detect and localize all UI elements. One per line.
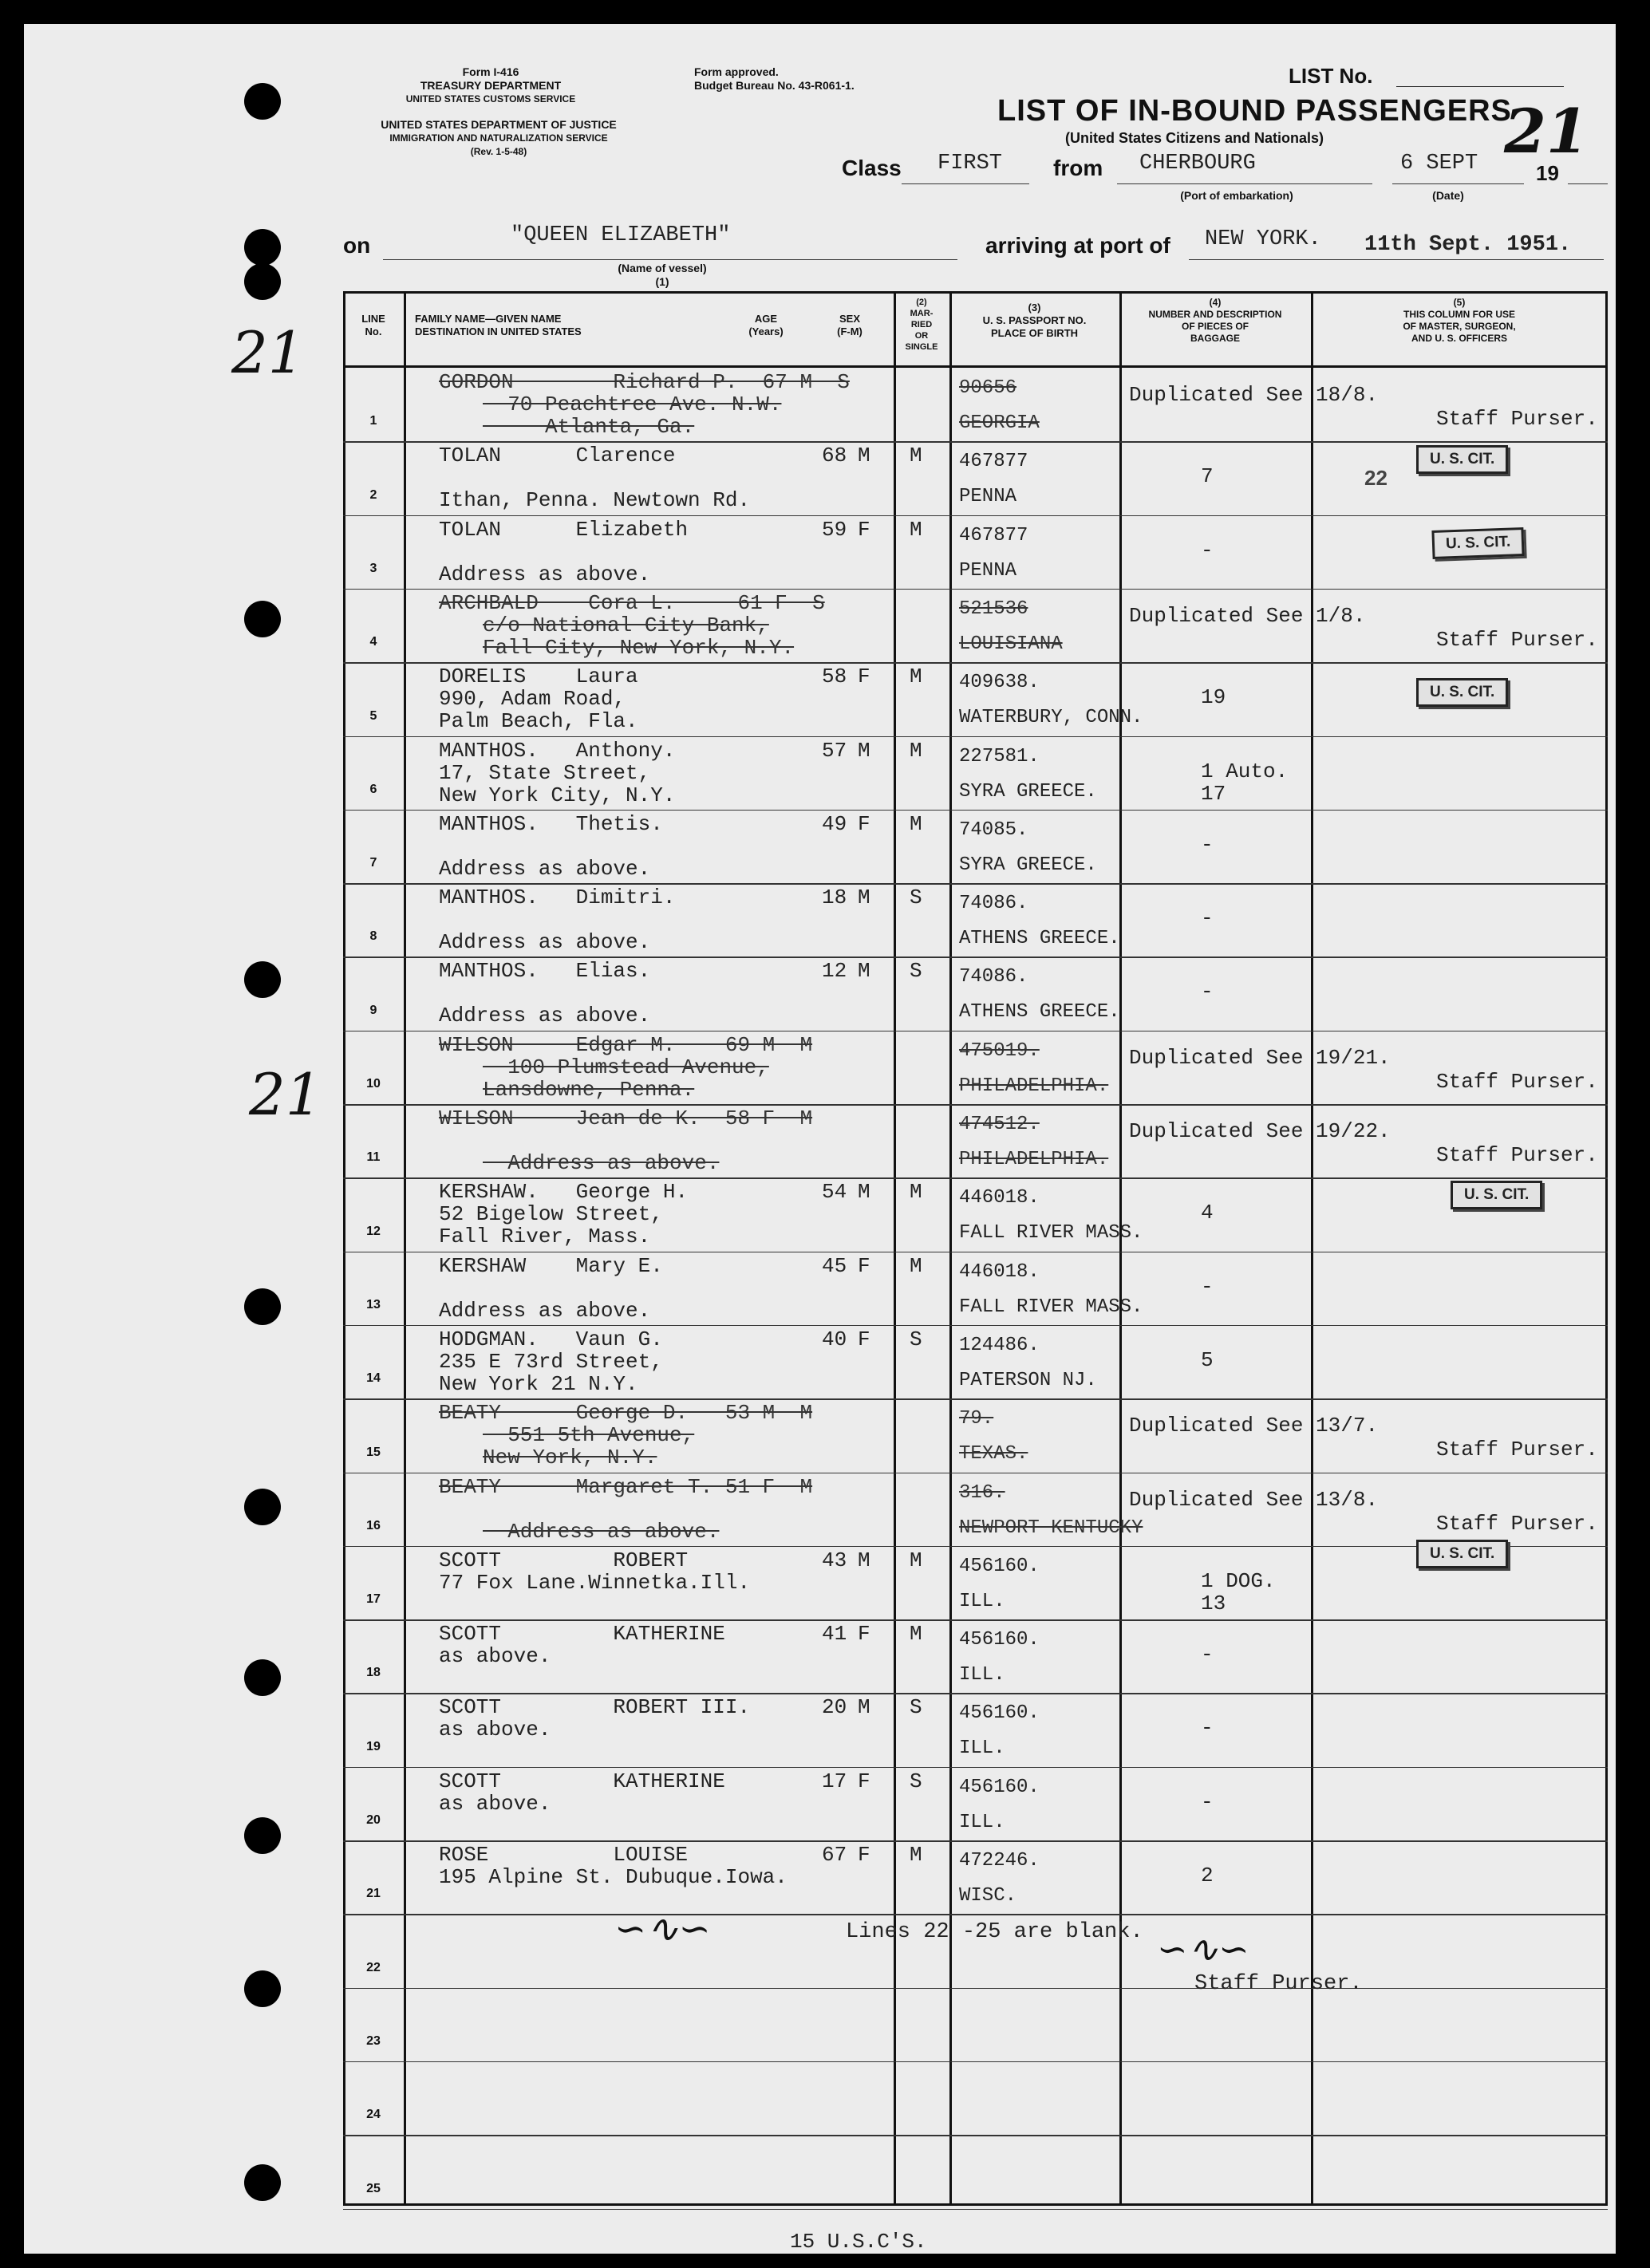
row-rule [343,1252,1608,1253]
passenger-destination: Address as above. [439,1298,651,1323]
passport-and-birthplace: 456160. ILL. [959,1776,1040,1833]
baggage: 1 Auto. 17 [1201,759,1289,806]
passenger-marital: M [910,1180,922,1205]
binder-hole [244,1970,281,2007]
on-label: on [343,233,371,258]
arrival-date: 11th Sept. 1951. [1364,233,1572,257]
passenger-destination: 100 Plumstead Avenue, Lansdowne, Penna. [483,1055,769,1102]
row-rule [343,662,1608,664]
line-number: 9 [369,1003,377,1017]
baggage: - [1201,538,1214,562]
line-number: 7 [369,856,377,870]
from-label: from [1053,156,1103,180]
margin-mark: 21 [249,1061,322,1128]
binder-hole [244,83,281,120]
passenger-marital: M [910,1622,922,1647]
passenger-marital: M [910,1548,922,1572]
passenger-sex: F [858,1769,870,1793]
passport-and-birthplace: 475019. PHILADELPHIA. [959,1039,1109,1097]
row-rule [343,957,1608,958]
row-rule [343,1177,1608,1179]
passenger-destination: as above. [439,1718,551,1742]
treasury-label: TREASURY DEPARTMENT [420,79,562,92]
baggage: 5 [1201,1347,1214,1372]
line-number: 1 [369,414,377,428]
date-line [1392,183,1524,184]
list-no-value: 21 [1504,96,1589,167]
row-rule [343,883,1608,885]
row-rule [343,736,1608,738]
passport-and-birthplace: 446018. FALL RIVER MASS. [959,1260,1143,1318]
baggage: Duplicated See 13/7. [1129,1414,1379,1438]
passenger-sex: M [858,1180,870,1205]
passenger-marital: M [910,517,922,542]
passenger-name: BEATY Margaret T. 51 F M [439,1474,813,1499]
line-number: 4 [369,635,377,649]
passenger-name: MANTHOS. Dimitri. [439,886,676,910]
passenger-name: HODGMAN. Vaun G. [439,1327,663,1351]
passenger-age: 12 [822,959,847,984]
passport-and-birthplace: 316. NEWPORT KENTUCKY [959,1481,1143,1539]
budget-label: Budget Bureau No. 43-R061-1. [694,79,855,92]
baggage: - [1201,832,1214,857]
passport-and-birthplace: 456160. ILL. [959,1629,1040,1686]
officer-note: Staff Purser. [1436,1511,1598,1536]
passenger-destination: c/o National City Bank, Fall City, New York, N.Y. [483,613,795,660]
baggage: - [1201,1643,1214,1667]
passenger-destination: as above. [439,1791,551,1816]
baggage: 2 [1201,1864,1214,1887]
passport-and-birthplace: 74085. SYRA GREECE. [959,818,1097,876]
passenger-age: 41 [822,1622,847,1647]
passenger-sex: M [858,1695,870,1720]
binder-hole [244,1288,281,1325]
passenger-destination: Address as above. [439,930,651,955]
passenger-destination: Address as above. [507,1151,720,1175]
row-rule [343,1988,1608,1990]
line-number: 18 [366,1666,381,1680]
row-rule [343,515,1608,517]
col-rule [894,291,896,2206]
passenger-age: 45 [822,1253,847,1278]
passport-and-birthplace: 74086. ATHENS GREECE. [959,966,1120,1024]
passport-and-birthplace: 90656 GEORGIA [959,377,1040,434]
row-rule [343,1473,1608,1474]
line-number: 10 [366,1077,381,1091]
passenger-name: MANTHOS. Anthony. [439,738,676,763]
passenger-age: 18 [822,886,847,910]
passenger-sex: M [858,886,870,910]
line-number: 12 [366,1224,381,1238]
baggage: - [1201,980,1214,1004]
class-value: FIRST [938,152,1003,176]
passport-and-birthplace: 409638. WATERBURY, CONN. [959,672,1143,729]
approved-label: Form approved. [694,65,779,78]
passenger-marital: S [910,886,922,910]
binder-hole [244,1817,281,1854]
passport-and-birthplace: 227581. SYRA GREECE. [959,745,1097,803]
passenger-age: 20 [822,1695,847,1720]
row-rule [343,1619,1608,1621]
form-number: Form I-416 [462,65,519,78]
passenger-destination: 195 Alpine St. Dubuque.Iowa. [439,1865,788,1889]
line-number: 16 [366,1518,381,1532]
passenger-name: KERSHAW Mary E. [439,1253,663,1278]
passenger-sex: F [858,1327,870,1351]
col-name: FAMILY NAME—GIVEN NAME DESTINATION IN UNITED STATES [415,313,582,337]
revision-label: (Rev. 1-5-48) [470,146,527,157]
passenger-marital: M [910,665,922,689]
margin-mark: 21 [231,319,305,386]
vessel-line [383,259,957,260]
passenger-name: ROSE LOUISE [439,1843,689,1867]
passenger-destination: as above. [439,1644,551,1669]
line-number: 17 [366,1592,381,1607]
passenger-age: 40 [822,1327,847,1351]
page-title: LIST OF IN-BOUND PASSENGERS [997,94,1512,128]
passenger-destination: Address as above. [507,1519,720,1544]
passenger-name: MANTHOS. Elias. [439,959,651,984]
officer-signature: ∽∿∽ [614,1907,711,1951]
passenger-name: BEATY George D. 53 M M [439,1401,813,1426]
from-line [1117,183,1372,184]
passenger-age: 57 [822,738,847,763]
year-line [1568,183,1608,184]
passenger-destination: 235 E 73rd Street, New York 21 N.Y. [439,1349,663,1396]
us-cit-stamp: U. S. CIT. [1416,445,1508,474]
passport-and-birthplace: 124486. PATERSON NJ. [959,1334,1097,1391]
passenger-age: 68 [822,444,847,468]
passenger-sex: M [858,1548,870,1572]
passenger-sex: F [858,1843,870,1867]
passenger-age: 17 [822,1769,847,1793]
passenger-name: SCOTT KATHERINE [439,1622,725,1647]
passport-and-birthplace: 521536 LOUISIANA [959,598,1063,655]
line-number: 21 [366,1887,381,1901]
passenger-marital: M [910,1253,922,1278]
baggage: Duplicated See 18/8. [1129,383,1379,407]
row-rule [343,810,1608,811]
col-passport: (3) U. S. PASSPORT NO. PLACE OF BIRTH [982,302,1087,339]
arriving-label: arriving at port of [985,233,1170,258]
passenger-destination: 77 Fox Lane.Winnetka.Ill. [439,1570,751,1595]
class-label: Class [842,156,902,180]
baggage: - [1201,1274,1214,1299]
baggage: 4 [1201,1201,1214,1225]
passenger-sex: M [858,738,870,763]
officer-note: 22 [1364,466,1388,491]
baggage: Duplicated See 1/8. [1129,603,1366,628]
row-rule [343,1031,1608,1032]
baggage: 1 DOG. 13 [1201,1568,1276,1615]
row-rule [343,2135,1608,2136]
baggage: 7 [1201,464,1214,489]
footer-total: 15 U.S.C'S. [790,2230,927,2254]
binder-hole [244,2164,281,2201]
row-rule [343,1767,1608,1769]
passenger-sex: F [858,517,870,542]
baggage: Duplicated See 19/21. [1129,1045,1391,1070]
from-value: CHERBOURG [1139,152,1256,176]
passenger-name: KERSHAW. George H. [439,1180,689,1205]
line-number: 5 [369,708,377,723]
passenger-marital: M [910,444,922,468]
line-number: 13 [366,1297,381,1311]
binder-hole [244,229,281,266]
passenger-age: 59 [822,517,847,542]
passenger-marital: S [910,1327,922,1351]
us-cit-stamp: U. S. CIT. [1431,527,1524,559]
passenger-destination: Address as above. [439,856,651,881]
line-number: 22 [366,1960,381,1974]
passenger-name: MANTHOS. Thetis. [439,811,663,836]
row-rule [343,1104,1608,1106]
vessel-col-ref: (1) [655,275,669,288]
baggage: Duplicated See 19/22. [1129,1119,1391,1143]
col-rule [1311,291,1313,2206]
vessel-value: "QUEEN ELIZABETH" [511,223,731,247]
officer-note: Staff Purser. [1436,407,1598,431]
line-number: 2 [369,487,377,502]
passenger-sex: F [858,665,870,689]
line-number: 25 [366,2181,381,2195]
officer-note: Staff Purser. [1436,1069,1598,1094]
passenger-sex: F [858,1253,870,1278]
passenger-sex: M [858,444,870,468]
row-rule [343,1693,1608,1694]
line-number: 3 [369,561,377,575]
binder-hole [244,1489,281,1525]
vessel-caption: (Name of vessel) [618,262,707,274]
passport-and-birthplace: 467877 PENNA [959,524,1028,582]
passenger-name: DORELIS Laura [439,665,638,689]
passenger-name: SCOTT KATHERINE [439,1769,725,1793]
passenger-marital: M [910,738,922,763]
passenger-destination: 551 5th Avenue, New York, N.Y. [483,1423,695,1470]
passport-and-birthplace: 79. TEXAS. [959,1408,1028,1465]
passenger-age: 43 [822,1548,847,1572]
officer-note: Staff Purser. [1436,1143,1598,1167]
col-officers: (5) THIS COLUMN FOR USE OF MASTER, SURGEON, AND U. S. OFFICERS [1403,297,1516,344]
passenger-destination: Ithan, Penna. Newtown Rd. [439,488,751,513]
row-rule [343,1325,1608,1327]
passenger-destination: Address as above. [439,1004,651,1028]
officer-note: Staff Purser. [1436,627,1598,652]
line-number: 23 [366,2033,381,2048]
class-line [902,183,1029,184]
row-rule [343,2061,1608,2063]
line-number: 6 [369,782,377,796]
baggage: 19 [1201,685,1226,710]
us-cit-stamp: U. S. CIT. [1416,678,1508,707]
passport-and-birthplace: 74086. ATHENS GREECE. [959,893,1120,950]
line-number: 20 [366,1813,381,1827]
passenger-name: WILSON Jean de K. 58 F M [439,1106,813,1130]
binder-hole [244,1659,281,1696]
passenger-name: ARCHBALD Cora L. 61 F S [439,590,825,615]
staff-purser-signature: Staff Purser. [1194,1972,1363,1996]
line-number: 15 [366,1445,381,1459]
passenger-sex: M [858,959,870,984]
manifest-page [24,24,1616,2254]
passport-and-birthplace: 456160. ILL. [959,1555,1040,1612]
passenger-name: GORDON Richard P. 67 M S [439,370,850,394]
passenger-sex: F [858,1622,870,1647]
passenger-marital: S [910,1769,922,1793]
justice-label: UNITED STATES DEPARTMENT OF JUSTICE [381,118,617,131]
list-no-label: LIST No. [1289,64,1373,88]
binder-hole [244,263,281,300]
binder-hole [244,601,281,637]
passenger-name: WILSON Edgar M. 69 M M [439,1032,813,1057]
us-cit-stamp: U. S. CIT. [1416,1540,1508,1568]
passenger-name: SCOTT ROBERT [439,1548,689,1572]
line-number: 14 [366,1371,381,1386]
passport-and-birthplace: 446018. FALL RIVER MASS. [959,1187,1143,1244]
list-no-line [1396,86,1564,87]
passenger-marital: S [910,959,922,984]
row-rule [343,1398,1608,1400]
arriving-line [1189,259,1604,260]
us-cit-stamp: U. S. CIT. [1451,1181,1542,1209]
arriving-port: NEW YORK. [1205,227,1321,251]
date-value: 6 SEPT [1400,152,1478,176]
ins-label: IMMIGRATION AND NATURALIZATION SERVICE [389,132,608,144]
baggage: Duplicated See 13/8. [1129,1487,1379,1512]
passenger-age: 67 [822,1843,847,1867]
passport-and-birthplace: 474512. PHILADELPHIA. [959,1114,1109,1170]
passenger-marital: M [910,811,922,836]
col-rule [404,291,406,2206]
passenger-name: SCOTT ROBERT III. [439,1695,751,1720]
officer-note: Staff Purser. [1436,1438,1598,1462]
port-caption: (Port of embarkation) [1180,189,1293,202]
col-line-no: LINE No. [361,313,385,337]
row-rule [343,589,1608,590]
row-rule [343,1914,1608,1915]
binder-hole [244,961,281,998]
purser-signature-scrawl: ∽∿∽ [1157,1927,1249,1970]
baggage: - [1201,1789,1214,1814]
col-sex: SEX (F-M) [837,313,862,337]
passport-and-birthplace: 456160. ILL. [959,1702,1040,1760]
passenger-marital: S [910,1695,922,1720]
table-header-rule [343,365,1608,368]
baggage: - [1201,906,1214,931]
passenger-marital: M [910,1843,922,1867]
passenger-destination: 17, State Street, New York City, N.Y. [439,760,676,807]
passenger-age: 58 [822,665,847,689]
baggage: - [1201,1716,1214,1741]
line-number: 11 [366,1150,381,1165]
date-caption: (Date) [1432,189,1464,202]
line-number: 19 [366,1739,381,1753]
blank-lines-note: Lines 22 -25 are blank. [846,1920,1143,1944]
passenger-sex: F [858,811,870,836]
row-rule [343,1840,1608,1842]
col-rule [949,291,952,2206]
col-baggage: (4) NUMBER AND DESCRIPTION OF PIECES OF BAGGAGE [1148,297,1282,344]
line-number: 24 [366,2108,381,2122]
passenger-destination: Address as above. [439,562,651,586]
passport-and-birthplace: 467877 PENNA [959,451,1028,508]
row-rule [343,2209,1608,2211]
col-married: (2) MAR- RIED OR SINGLE [905,298,938,352]
row-rule [343,441,1608,443]
col-age: AGE (Years) [748,313,784,337]
passenger-name: TOLAN Elizabeth [439,517,689,542]
line-number: 8 [369,929,377,944]
passenger-destination: 52 Bigelow Street, Fall River, Mass. [439,1202,663,1249]
customs-label: UNITED STATES CUSTOMS SERVICE [405,93,576,105]
passenger-destination: 70 Peachtree Ave. N.W. Atlanta, Ga. [507,392,782,439]
passenger-destination: 990, Adam Road, Palm Beach, Fla. [439,687,638,734]
year-label: 19 [1536,161,1559,185]
passenger-age: 54 [822,1180,847,1205]
passenger-name: TOLAN Clarence [439,444,676,468]
page-subtitle: (United States Citizens and Nationals) [1065,130,1324,146]
passport-and-birthplace: 472246. WISC. [959,1850,1040,1907]
passenger-age: 49 [822,811,847,836]
